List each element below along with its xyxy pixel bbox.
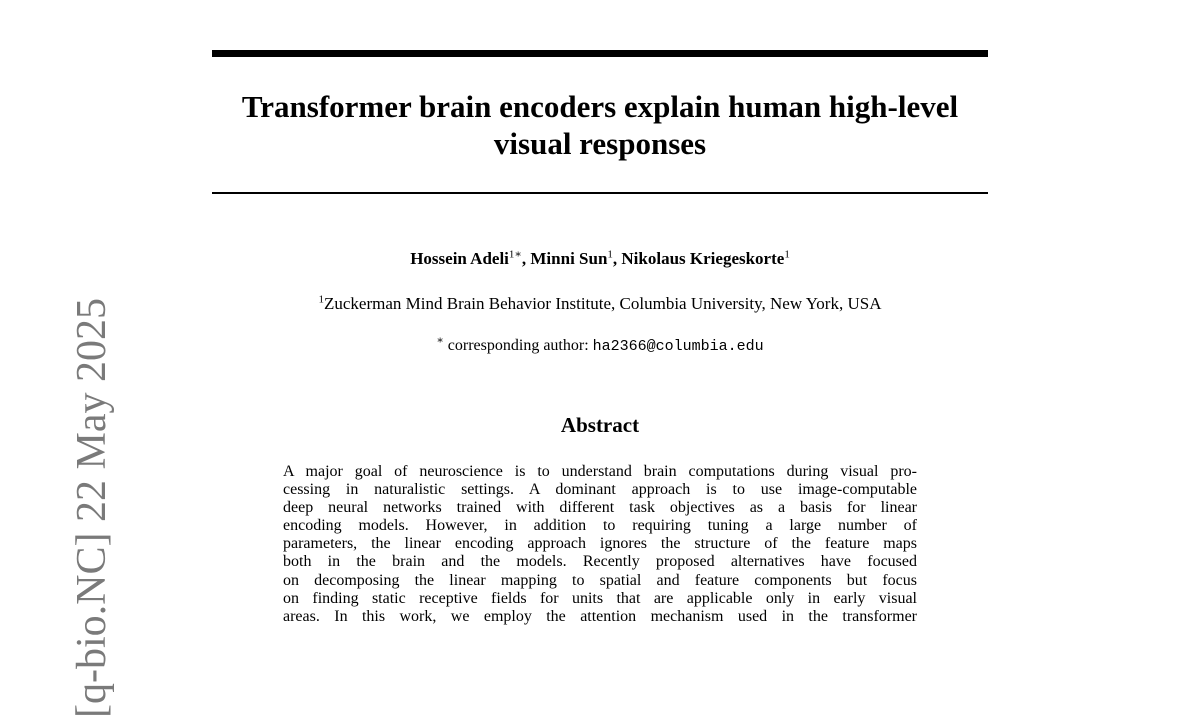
abstract-line: A major goal of neuroscience is to understand brain computations during visual pro- xyxy=(283,463,917,480)
abstract-line: encoding models. However, in addition to requiring tuning a large number of xyxy=(283,517,917,535)
affiliation-text: Zuckerman Mind Brain Behavior Institute, Columbia University, New York, USA xyxy=(324,294,882,313)
abstract-heading: Abstract xyxy=(560,413,640,437)
arxiv-side-stamp xyxy=(0,0,115,718)
affiliation-mark: 1 xyxy=(318,293,324,306)
paper-title: Transformer brain encoders explain human high-level visual responses xyxy=(241,89,959,161)
abstract-line: parameters, the linear encoding approach ignores the structure of the feature maps xyxy=(283,535,917,553)
abstract-line: cessing in naturalistic settings. A dominant approach is to use image-computable xyxy=(283,481,917,499)
abstract-line: both in the brain and the models. Recently proposed alternatives have focused xyxy=(283,553,917,571)
abstract-line: deep neural networks trained with different task objectives as a basis for linear xyxy=(283,499,917,517)
author-name: Nikolaus Kriegeskorte xyxy=(621,249,785,268)
corresponding-mark: ∗ xyxy=(436,334,444,347)
abstract-line: on decomposing the linear mapping to spatial and feature components but focus xyxy=(283,571,917,589)
author-affiliation-mark: 1 xyxy=(784,248,790,261)
author-affiliation-mark: 1 xyxy=(607,248,613,261)
abstract-line: on finding static receptive fields for units that are applicable only in early visual xyxy=(283,589,917,607)
title-bottom-rule xyxy=(212,192,988,194)
affiliation xyxy=(212,293,988,315)
arxiv-stamp-text: [q-bio.NC] 22 May 2025 xyxy=(69,298,115,718)
corresponding-author xyxy=(212,335,988,358)
corresponding-email[interactable]: ha2366@columbia.edu xyxy=(592,338,764,355)
abstract-body xyxy=(283,463,917,626)
author-separator: , xyxy=(612,249,622,268)
author-affiliation-mark: 1∗ xyxy=(508,248,522,261)
abstract-line: areas. In this work, we employ the attention mechanism used in the transformer xyxy=(283,607,917,625)
top-rule xyxy=(212,50,988,57)
author-name: Hossein Adeli xyxy=(410,249,509,268)
corresponding-label: corresponding author: xyxy=(443,337,593,354)
author-list xyxy=(212,248,988,270)
author-separator: , xyxy=(521,249,531,268)
author-name: Minni Sun xyxy=(530,249,608,268)
